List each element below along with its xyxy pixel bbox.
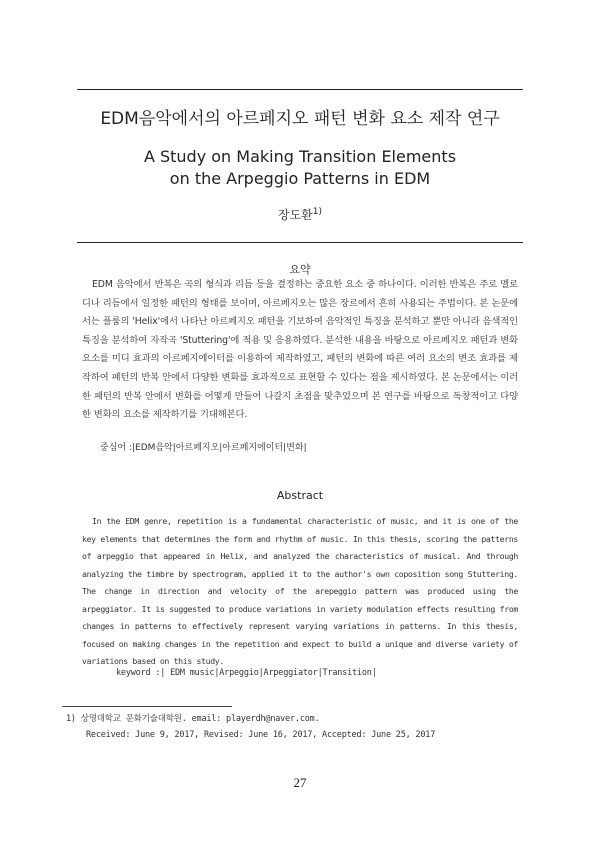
title-bottom-rule xyxy=(77,242,523,243)
korean-abstract-heading: 요약 xyxy=(289,263,311,276)
english-keywords: keyword :| EDM music|Arpeggio|Arpeggiator|Transition| xyxy=(116,668,377,678)
footnote-rule xyxy=(62,706,232,707)
english-title xyxy=(77,146,523,190)
footnote xyxy=(66,711,526,743)
korean-abstract-body: EDM 음악에서 반복은 곡의 형식과 리듬 등을 결정하는 중요한 요소 중 하나이다. 이러한 반복은 주로 멜로디나 리듬에서 일정한 패턴의 형태를 보이며, 아르페지오는 많은 장르에서 흔히 사용되는 주법이다. 본 논문에서는 플룸의 'Helix'에서 나타난 아르페지오 패턴을 기보하여 음악적인 특징을 분석하고 뿐만 아니라 음색적인 특징을 분석하여 자작곡 'Stuttering'에 적용 및 응용하였다. 분석한 내용을 바탕으로 아르페지오 패턴과 변화 요소를 미디 효과의 아르페지에이터를 이용하여 제작하였고, 패턴의 변화에 따른 여러 요소의 변조 효과를 제작하여 패턴의 반복 안에서 다양한 변화를 효과적으로 표현할 수 있다는 점을 제시하였다. 본 논문에서는 이러한 패턴의 반복 안에서 변화를 어떻게 만들어 나갈지 초점을 맞추었으며 본 연구를 바탕으로 독창적이고 다양한 변화의 요소를 제작하기를 기대해본다. xyxy=(82,279,518,421)
page-number: 27 xyxy=(293,775,307,790)
english-title-line-1: A Study on Making Transition Elements xyxy=(143,147,457,166)
footnote-affiliation: 1) 상명대학교 문화기술대학원. email: playerdh@naver.com. xyxy=(66,714,320,724)
english-abstract-heading: Abstract xyxy=(276,489,324,502)
english-title-line-2: on the Arpeggio Patterns in EDM xyxy=(169,169,431,188)
author-footnote-mark: 1) xyxy=(312,207,323,217)
korean-keywords: 중심어 :|EDM음악|아르페지오|아르페지에이터|변화| xyxy=(100,443,307,453)
footnote-dates: Received: June 9, 2017, Revised: June 16, 2017, Accepted: June 25, 2017 xyxy=(86,730,436,740)
author-name: 장도환 xyxy=(277,208,313,222)
title-top-rule xyxy=(77,89,523,90)
korean-title: EDM음악에서의 아르페지오 패턴 변화 요소 제작 연구 xyxy=(100,109,500,129)
english-abstract-body: In the EDM genre, repetition is a fundamental characteristic of music, and it is one of the key elements that determines the form and rhythm of music. In this thesis, scoring the patterns of arpeggio that appeared in Helix, and analyzed the characteristics of musical. And through analyzing the timbre by spectrogram, applied it to the author's own coposition song Stuttering. The change in direction and velocity of the arepeggio pattern was produced using the arpeggiator. It is suggested to produce variations in variety modulation effects resulting from changes in patterns to effectively represent varying variations in patterns. In this thesis, focused on making changes in the repetition and expect to build a unique and diverse variety of variations based on this study. xyxy=(82,516,518,666)
author-line xyxy=(77,206,523,223)
